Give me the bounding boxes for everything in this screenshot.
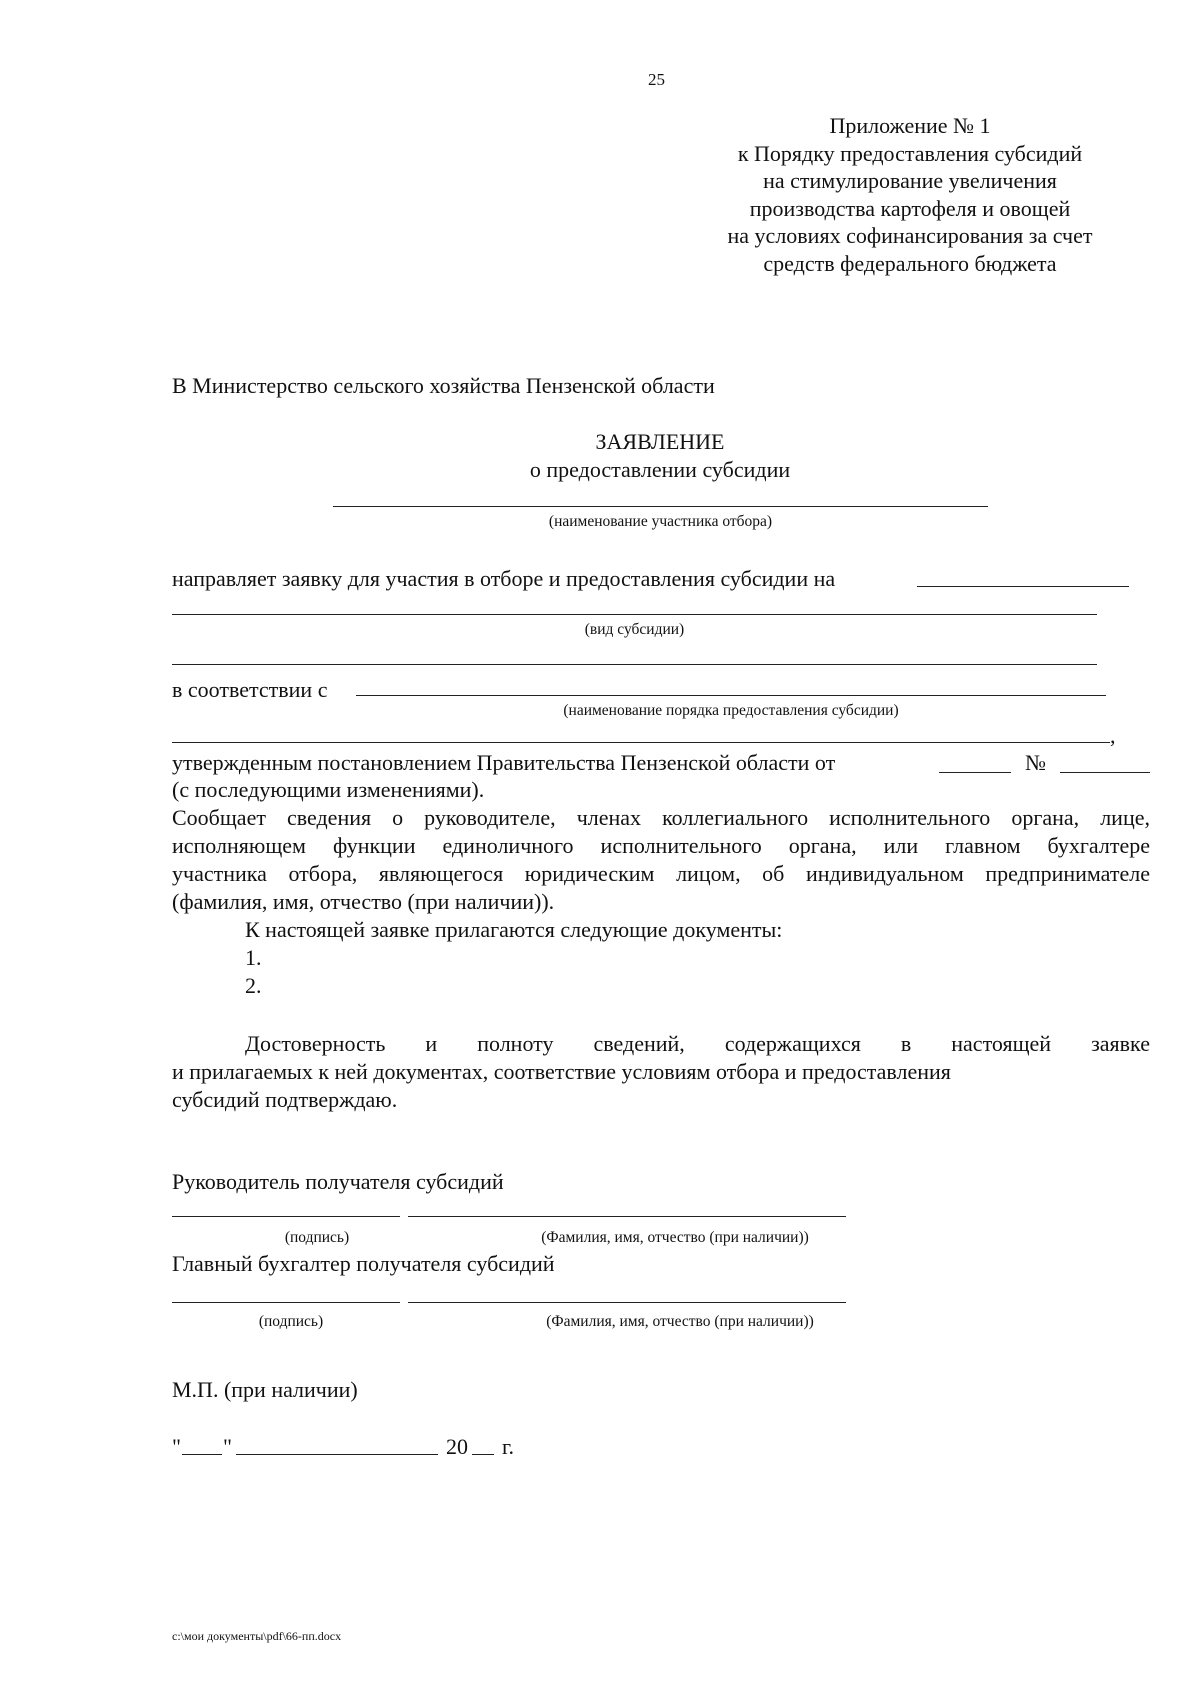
according-to-text: в соответствии с (172, 677, 328, 702)
confirm-word: заявке (1091, 1031, 1150, 1056)
decree-number-line[interactable] (1060, 772, 1150, 773)
head-label: Руководитель получателя субсидий (172, 1169, 504, 1194)
info-paragraph (172, 804, 1150, 916)
head-fio-line[interactable] (408, 1216, 846, 1217)
request-text: направляет заявку для участия в отборе и предоставления субсидии на (172, 566, 836, 591)
accountant-label: Главный бухгалтер получателя субсидий (172, 1251, 555, 1276)
accountant-signature-line[interactable] (172, 1302, 400, 1303)
subsidy-type-line-1[interactable] (917, 586, 1129, 587)
confirm-line-3: субсидий подтверждаю. (172, 1087, 398, 1112)
head-signature-hint: (подпись) (284, 1229, 350, 1246)
confirm-word: настоящей (951, 1031, 1052, 1056)
approved-by-text: утвержденным постановлением Правительства Пензенской области от (172, 750, 836, 775)
appendix-line: средств федерального бюджета (763, 250, 1057, 276)
confirm-word: в (900, 1031, 912, 1056)
subsidy-type-hint: (вид субсидии) (584, 621, 685, 638)
date-day-line[interactable] (182, 1454, 222, 1455)
participant-name-line[interactable] (333, 506, 988, 507)
info-line: участника отбора, являющегося юридическим лицом, об индивидуальном предпринимателе (172, 861, 1150, 886)
confirm-word: Достоверность (245, 1031, 386, 1056)
appendix-line: на стимулирование увеличения (763, 168, 1057, 193)
addressee: В Министерство сельского хозяйства Пензенской области (172, 373, 715, 398)
date-year-prefix: 20 (446, 1434, 468, 1459)
accountant-fio-line[interactable] (408, 1302, 846, 1303)
confirm-line-2: и прилагаемых к ней документах, соответствие условиям отбора и предоставления (172, 1059, 951, 1084)
confirm-word: содержащихся (724, 1031, 861, 1056)
comma: , (1110, 723, 1116, 748)
confirm-line-1 (245, 1030, 1150, 1058)
confirm-word: сведений, (593, 1031, 685, 1056)
date-year-line[interactable] (472, 1454, 494, 1455)
participant-name-hint: (наименование участника отбора) (548, 513, 773, 530)
file-path-footer: c:\мои документы\pdf\66-пп.docx (172, 1629, 342, 1643)
appendix-line: к Порядку предоставления субсидий (737, 140, 1083, 166)
info-line: исполняющем функции единоличного исполнительного органа, или главном бухгалтере (172, 833, 1150, 858)
confirm-word: полноту (477, 1031, 554, 1056)
document-title: ЗАЯВЛЕНИЕ (595, 429, 725, 454)
head-fio-hint: (Фамилия, имя, отчество (при наличии)) (541, 1229, 809, 1246)
number-sign: № (1025, 750, 1046, 775)
stamp-label: М.П. (при наличии) (172, 1377, 358, 1402)
date-year-suffix: г. (502, 1434, 515, 1459)
subsidy-type-line-2[interactable] (172, 614, 1097, 615)
appendix-line: на условиях софинансирования за счет (727, 223, 1093, 248)
order-name-line-2[interactable] (172, 742, 1110, 743)
document-subtitle: о предоставлении субсидии (529, 457, 791, 482)
date-quote-close: " (223, 1434, 232, 1459)
appendix-line: производства картофеля и овощей (749, 195, 1071, 221)
appendix-header (705, 112, 1115, 277)
subsidy-type-line-3[interactable] (172, 664, 1097, 665)
order-name-hint: (наименование порядка предоставления субсидии) (563, 702, 899, 719)
decree-date-line[interactable] (939, 772, 1011, 773)
order-name-line-1[interactable] (356, 695, 1106, 696)
page-number: 25 (648, 70, 665, 89)
info-line: Сообщает сведения о руководителе, членах коллегиального исполнительного органа, лице, (172, 805, 1150, 830)
info-line-last: (фамилия, имя, отчество (при наличии)). (172, 889, 555, 914)
head-signature-line[interactable] (172, 1216, 400, 1217)
attachment-item: 2. (245, 973, 262, 998)
attachment-item: 1. (245, 945, 262, 970)
accountant-fio-hint: (Фамилия, имя, отчество (при наличии)) (546, 1313, 814, 1330)
date-month-line[interactable] (236, 1454, 438, 1455)
with-changes-text: (с последующими изменениями). (172, 777, 485, 802)
accountant-signature-hint: (подпись) (258, 1313, 324, 1330)
date-quote-open: " (172, 1434, 181, 1459)
appendix-line: Приложение № 1 (829, 113, 991, 138)
attachments-intro: К настоящей заявке прилагаются следующие документы: (245, 917, 783, 942)
confirm-word: и (425, 1031, 438, 1056)
